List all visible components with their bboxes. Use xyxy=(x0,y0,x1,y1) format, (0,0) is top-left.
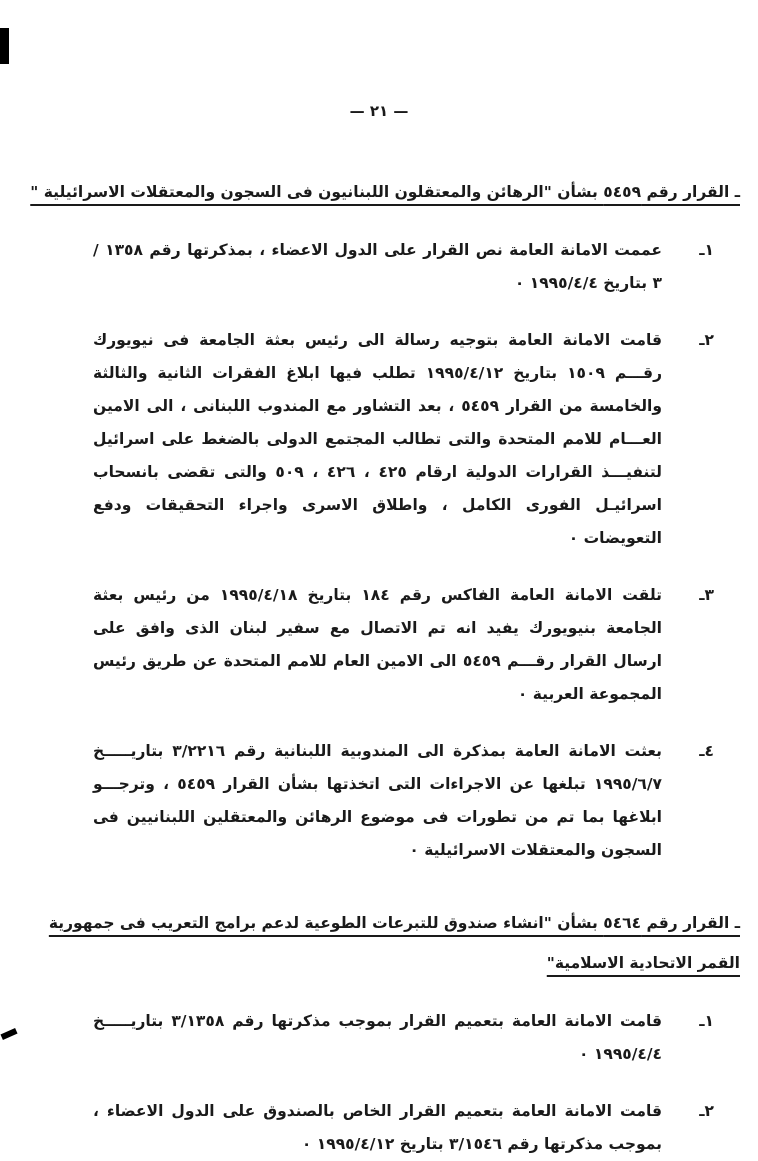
section-resolution-5459 xyxy=(18,172,740,867)
section-heading-text-line-2: القمر الاتحادية الاسلامية" xyxy=(546,954,740,972)
item-number: ٤ـ xyxy=(699,742,714,760)
item-text: قامت الامانة العامة بتوجيه رسالة الى رئيس بعثة الجامعة فى نيويورك رقـــم ١٥٠٩ بتاريخ ١٩٩٥/٤/١٢ تطلب فيها ابلاغ الفقرات الثانية والثالثة والخامسة من القرار ٥٤٥٩ ، بعد التشاور مع المندوب اللبنانى ، الى الامين العـــام للامم المتحدة والتى تطالب المجتمع الدولى بالضغط على اسرائيل لتنفيـــذ القرارات الدولية ارقام ٤٢٥ ، ٤٢٦ ، ٥٠٩ والتى تقضى بانسحاب اسرائيـل الفورى الكامل ، واطلاق الاسرى واجراء التحقيقات ودفع التعويضات ٠ xyxy=(93,331,663,547)
scan-artifact-bottom-left xyxy=(0,1028,17,1040)
list-item xyxy=(18,324,714,555)
item-text: قامت الامانة العامة بتعميم القرار بموجب مذكرتها رقم ٣/١٣٥٨ بتاريـــــخ ١٩٩٥/٤/٤ ٠ xyxy=(93,1012,662,1063)
list-item xyxy=(18,1005,714,1071)
list-item xyxy=(18,735,714,867)
item-number: ١ـ xyxy=(699,241,714,259)
item-number: ١ـ xyxy=(699,1012,714,1030)
section-heading xyxy=(18,172,740,212)
item-text: بعثت الامانة العامة بمذكرة الى المندوبية اللبنانية رقم ٣/٢٢١٦ بتاريـــــخ ١٩٩٥/٦/٧ تبلغها عن الاجراءات التى اتخذتها بشأن القرار ٥٤٥٩ ، وترجـــو ابلاغها بما تم من تطورات فى موضوع الرهائن والمعتقلين اللبنانيين فى السجون والمعتقلات الاسرائيلية ٠ xyxy=(93,742,663,859)
section-items xyxy=(18,1005,740,1161)
section-resolution-5464 xyxy=(18,903,740,1161)
item-text: قامت الامانة العامة بتعميم القرار الخاص بالصندوق على الدول الاعضاء ، بموجب مذكرتها رقم ٣/١٥٤٦ بتاريخ ١٩٩٥/٤/١٢ ٠ xyxy=(93,1102,662,1153)
section-items xyxy=(18,234,740,867)
scan-artifact-top-left xyxy=(0,28,9,64)
list-item xyxy=(18,234,714,300)
list-item xyxy=(18,579,714,711)
section-heading-text-line-1: ـ القرار رقم ٥٤٦٤ بشأن "انشاء صندوق للتبرعات الطوعية لدعم برامج التعريب فى جمهورية xyxy=(48,914,740,932)
item-number: ٢ـ xyxy=(699,1102,714,1120)
item-text: تلقت الامانة العامة الفاكس رقم ١٨٤ بتاريخ ١٩٩٥/٤/١٨ من رئيس بعثة الجامعة بنيويورك يفيد انه تم الاتصال مع سفير لبنان الذى وافق على ارسال القرار رقـــم ٥٤٥٩ الى الامين العام للامم المتحدة عن طريق رئيس المجموعة العربية ٠ xyxy=(93,586,662,703)
list-item xyxy=(18,1095,714,1161)
section-heading-text: ـ القرار رقم ٥٤٥٩ بشأن "الرهائن والمعتقلون اللبنانيون فى السجون والمعتقلات الاسرائيلية " xyxy=(30,183,740,201)
item-text: عممت الامانة العامة نص القرار على الدول الاعضاء ، بمذكرتها رقم ١٣٥٨ / ٣ بتاريخ ١٩٩٥/٤/٤ ٠ xyxy=(93,241,662,292)
page-number: — ٢١ — xyxy=(349,102,409,120)
item-number: ٣ـ xyxy=(699,586,714,604)
section-heading xyxy=(18,903,740,983)
item-number: ٢ـ xyxy=(699,331,714,349)
